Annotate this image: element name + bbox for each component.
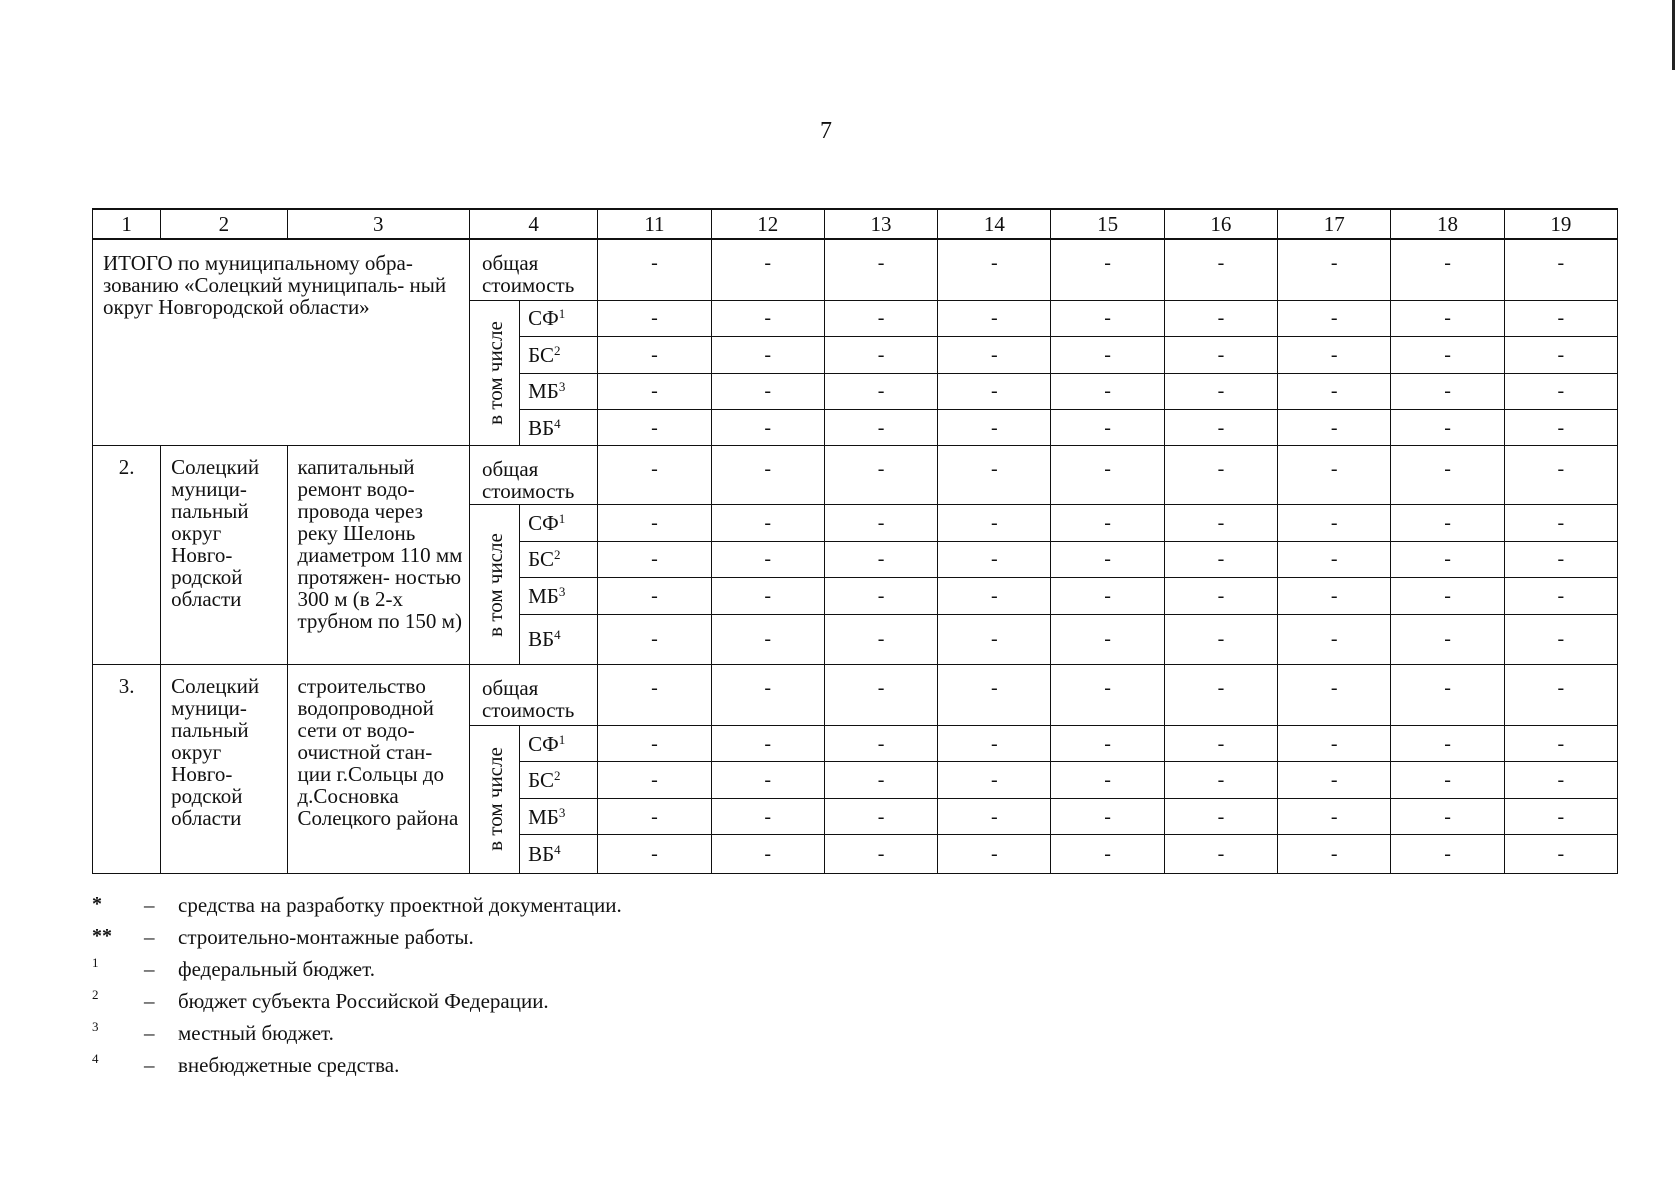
value-cell: -: [1164, 446, 1277, 505]
value-cell: -: [1504, 665, 1617, 726]
value-cell: -: [1278, 665, 1391, 726]
value-cell: -: [711, 614, 824, 665]
table-body: [93, 209, 1618, 874]
footnote-dash: –: [144, 1053, 155, 1077]
value-cell: -: [1278, 835, 1391, 874]
value-cell: -: [824, 239, 937, 300]
footnote-dash: –: [144, 893, 155, 917]
fund-code-text: СФ: [528, 306, 559, 331]
footnote-text: местный бюджет.: [178, 1021, 334, 1045]
financing-table: [92, 208, 1618, 874]
fund-code-text: СФ: [528, 731, 559, 756]
value-cell: -: [598, 725, 711, 761]
included-label: в том числе: [482, 747, 507, 852]
fund-code: [520, 373, 598, 409]
value-cell: -: [1051, 725, 1164, 761]
footnote-dash: –: [144, 925, 155, 949]
value-cell: -: [1504, 835, 1617, 874]
value-cell: -: [598, 446, 711, 505]
value-cell: -: [938, 578, 1051, 614]
header-cell-11: 11: [598, 209, 711, 239]
value-cell: -: [1391, 239, 1504, 300]
value-cell: -: [824, 373, 937, 409]
header-cell-15: 15: [1051, 209, 1164, 239]
value-cell: -: [1051, 665, 1164, 726]
value-cell: -: [938, 410, 1051, 446]
value-cell: -: [938, 614, 1051, 665]
row-number: 2.: [93, 446, 161, 665]
footnote-dash: –: [144, 1021, 155, 1045]
fund-code-sup: 1: [558, 510, 566, 526]
value-cell: -: [711, 762, 824, 798]
total-cost-label: общая стоимость: [469, 446, 597, 505]
value-cell: -: [1164, 614, 1277, 665]
value-cell: -: [1164, 337, 1277, 373]
value-cell: -: [938, 239, 1051, 300]
value-cell: -: [598, 578, 711, 614]
value-cell: -: [938, 541, 1051, 577]
footnote-mark: 2: [92, 987, 99, 1002]
header-cell-1: 1: [93, 209, 161, 239]
value-cell: -: [598, 762, 711, 798]
value-cell: -: [598, 835, 711, 874]
value-cell: -: [1051, 578, 1164, 614]
value-cell: -: [1391, 835, 1504, 874]
fund-code-sup: 4: [554, 842, 561, 858]
value-cell: -: [1051, 239, 1164, 300]
header-row: [93, 209, 1618, 239]
value-cell: -: [1278, 798, 1391, 834]
value-cell: -: [1504, 337, 1617, 373]
value-cell: -: [1278, 614, 1391, 665]
value-cell: -: [711, 578, 824, 614]
value-cell: -: [824, 665, 937, 726]
value-cell: -: [711, 373, 824, 409]
value-cell: -: [1278, 239, 1391, 300]
value-cell: -: [938, 505, 1051, 541]
value-cell: -: [1278, 300, 1391, 336]
value-cell: -: [1278, 373, 1391, 409]
footnote-text: строительно-монтажные работы.: [178, 925, 474, 949]
value-cell: -: [824, 300, 937, 336]
included-label: в том числе: [482, 321, 507, 425]
value-cell: -: [1278, 541, 1391, 577]
value-cell: -: [1504, 614, 1617, 665]
value-cell: -: [824, 614, 937, 665]
value-cell: -: [1051, 337, 1164, 373]
fund-code: [520, 614, 598, 665]
value-cell: -: [1164, 798, 1277, 834]
value-cell: -: [938, 835, 1051, 874]
value-cell: -: [598, 505, 711, 541]
value-cell: -: [1164, 835, 1277, 874]
total-cost-label: общая стоимость: [469, 239, 597, 300]
fund-code-text: МБ: [528, 379, 559, 404]
header-cell-2: 2: [161, 209, 287, 239]
value-cell: -: [1051, 373, 1164, 409]
fund-code: [520, 578, 598, 614]
footnote-mark: 4: [92, 1051, 99, 1066]
fund-code-sup: 1: [558, 731, 566, 747]
value-cell: -: [1391, 541, 1504, 577]
value-cell: -: [1051, 762, 1164, 798]
value-cell: -: [711, 541, 824, 577]
value-cell: -: [1391, 410, 1504, 446]
value-cell: -: [1164, 725, 1277, 761]
value-cell: -: [1391, 725, 1504, 761]
fund-code-text: ВБ: [528, 842, 555, 867]
value-cell: -: [711, 665, 824, 726]
value-cell: -: [598, 239, 711, 300]
fund-code: [520, 410, 598, 446]
total-block-total-row: [93, 239, 1618, 300]
value-cell: -: [1504, 541, 1617, 577]
value-cell: -: [824, 762, 937, 798]
value-cell: -: [598, 337, 711, 373]
fund-code: [520, 725, 598, 761]
value-cell: -: [824, 835, 937, 874]
value-cell: -: [1051, 300, 1164, 336]
footnote-mark: 3: [92, 1019, 99, 1034]
fund-code: [520, 835, 598, 874]
value-cell: -: [598, 541, 711, 577]
value-cell: -: [711, 300, 824, 336]
value-cell: -: [1391, 373, 1504, 409]
row-number: 3.: [93, 665, 161, 874]
value-cell: -: [1504, 410, 1617, 446]
value-cell: -: [1051, 798, 1164, 834]
included-label: в том числе: [482, 532, 507, 637]
value-cell: -: [1504, 578, 1617, 614]
value-cell: -: [938, 798, 1051, 834]
footnote-dash: –: [144, 989, 155, 1013]
value-cell: -: [1164, 373, 1277, 409]
value-cell: -: [1278, 446, 1391, 505]
value-cell: -: [1051, 614, 1164, 665]
fund-code-sup: 2: [554, 342, 561, 358]
value-cell: -: [1391, 446, 1504, 505]
fund-code-text: МБ: [528, 583, 559, 608]
fund-code-text: СФ: [528, 510, 559, 535]
value-cell: -: [1504, 446, 1617, 505]
value-cell: -: [824, 446, 937, 505]
footnote-mark: 1: [92, 955, 99, 970]
fund-code-text: ВБ: [528, 627, 555, 652]
row-2-total-row: [93, 446, 1618, 505]
row-3-total-row: [93, 665, 1618, 726]
total-block-title: ИТОГО по муниципальному обра- зованию «Солецкий муниципаль- ный округ Новгородской области»: [93, 239, 470, 446]
total-cost-label: общая стоимость: [469, 665, 597, 726]
value-cell: -: [1391, 300, 1504, 336]
value-cell: -: [711, 239, 824, 300]
fund-code-sup: 4: [554, 627, 561, 643]
value-cell: -: [1164, 410, 1277, 446]
footnote-mark: **: [92, 925, 112, 947]
included-label-cell: [469, 300, 519, 446]
value-cell: -: [1504, 725, 1617, 761]
value-cell: -: [1504, 505, 1617, 541]
value-cell: -: [598, 614, 711, 665]
object-cell: капитальный ремонт водо- провода через реку Шелонь диаметром 110 мм протяжен- ностью 300 м (в 2-х трубном по 150 м): [287, 446, 469, 665]
value-cell: -: [1051, 835, 1164, 874]
header-cell-14: 14: [938, 209, 1051, 239]
header-cell-3: 3: [287, 209, 469, 239]
value-cell: -: [1164, 505, 1277, 541]
page-number: 7: [820, 118, 832, 144]
value-cell: -: [598, 373, 711, 409]
header-cell-13: 13: [824, 209, 937, 239]
value-cell: -: [1391, 578, 1504, 614]
fund-code-text: ВБ: [528, 415, 555, 440]
value-cell: -: [598, 798, 711, 834]
footnote-mark: *: [92, 893, 102, 915]
value-cell: -: [1504, 239, 1617, 300]
header-cell-16: 16: [1164, 209, 1277, 239]
header-cell-12: 12: [711, 209, 824, 239]
header-cell-18: 18: [1391, 209, 1504, 239]
value-cell: -: [598, 665, 711, 726]
value-cell: -: [1278, 505, 1391, 541]
header-cell-4: 4: [469, 209, 597, 239]
value-cell: -: [938, 762, 1051, 798]
value-cell: -: [711, 337, 824, 373]
value-cell: -: [1504, 762, 1617, 798]
value-cell: -: [938, 725, 1051, 761]
value-cell: -: [1504, 373, 1617, 409]
value-cell: -: [711, 446, 824, 505]
footnote-dash: –: [144, 957, 155, 981]
value-cell: -: [1504, 300, 1617, 336]
value-cell: -: [1051, 541, 1164, 577]
value-cell: -: [938, 665, 1051, 726]
value-cell: -: [824, 337, 937, 373]
value-cell: -: [824, 541, 937, 577]
value-cell: -: [1391, 762, 1504, 798]
fund-code-sup: 3: [558, 583, 566, 599]
value-cell: -: [1051, 446, 1164, 505]
value-cell: -: [598, 410, 711, 446]
fund-code: [520, 762, 598, 798]
fund-code: [520, 798, 598, 834]
value-cell: -: [824, 798, 937, 834]
value-cell: -: [938, 373, 1051, 409]
value-cell: -: [1278, 725, 1391, 761]
value-cell: -: [1164, 239, 1277, 300]
value-cell: -: [598, 300, 711, 336]
value-cell: -: [1278, 762, 1391, 798]
value-cell: -: [1391, 337, 1504, 373]
fund-code: [520, 337, 598, 373]
fund-code-text: БС: [528, 768, 555, 793]
fund-code-sup: 2: [554, 547, 561, 563]
municipality-cell: Солецкий муници- пальный округ Новго- родской области: [161, 665, 287, 874]
fund-code: [520, 300, 598, 336]
fund-code-sup: 3: [558, 804, 566, 820]
value-cell: -: [824, 505, 937, 541]
fund-code: [520, 505, 598, 541]
value-cell: -: [938, 446, 1051, 505]
municipality-cell: Солецкий муници- пальный округ Новго- родской области: [161, 446, 287, 665]
value-cell: -: [824, 578, 937, 614]
value-cell: -: [711, 798, 824, 834]
fund-code-sup: 3: [558, 379, 566, 395]
value-cell: -: [1164, 541, 1277, 577]
included-label-cell: [469, 505, 519, 665]
footnote-text: внебюджетные средства.: [178, 1053, 400, 1077]
value-cell: -: [1391, 665, 1504, 726]
fund-code-sup: 1: [558, 306, 566, 322]
footnote-text: бюджет субъекта Российской Федерации.: [178, 989, 549, 1013]
value-cell: -: [1278, 578, 1391, 614]
fund-code-sup: 4: [554, 415, 561, 431]
value-cell: -: [711, 725, 824, 761]
value-cell: -: [1391, 798, 1504, 834]
value-cell: -: [1391, 614, 1504, 665]
fund-code-text: МБ: [528, 804, 559, 829]
footnote-text: средства на разработку проектной документации.: [178, 893, 622, 917]
value-cell: -: [1164, 762, 1277, 798]
value-cell: -: [938, 300, 1051, 336]
value-cell: -: [711, 410, 824, 446]
value-cell: -: [1278, 337, 1391, 373]
value-cell: -: [1504, 798, 1617, 834]
value-cell: -: [824, 410, 937, 446]
fund-code-sup: 2: [554, 768, 561, 784]
value-cell: -: [1164, 578, 1277, 614]
value-cell: -: [1278, 410, 1391, 446]
fund-code: [520, 541, 598, 577]
value-cell: -: [1051, 505, 1164, 541]
value-cell: -: [938, 337, 1051, 373]
fund-code-text: БС: [528, 342, 555, 367]
footnote-text: федеральный бюджет.: [178, 957, 375, 981]
value-cell: -: [1391, 505, 1504, 541]
value-cell: -: [711, 505, 824, 541]
value-cell: -: [1051, 410, 1164, 446]
value-cell: -: [1164, 300, 1277, 336]
header-cell-17: 17: [1278, 209, 1391, 239]
included-label-cell: [469, 725, 519, 873]
value-cell: -: [711, 835, 824, 874]
value-cell: -: [824, 725, 937, 761]
fund-code-text: БС: [528, 547, 555, 572]
value-cell: -: [1164, 665, 1277, 726]
object-cell: строительство водопроводной сети от водо- очистной стан- ции г.Сольцы до д.Сосновка Солецкого района: [287, 665, 469, 874]
header-cell-19: 19: [1504, 209, 1617, 239]
